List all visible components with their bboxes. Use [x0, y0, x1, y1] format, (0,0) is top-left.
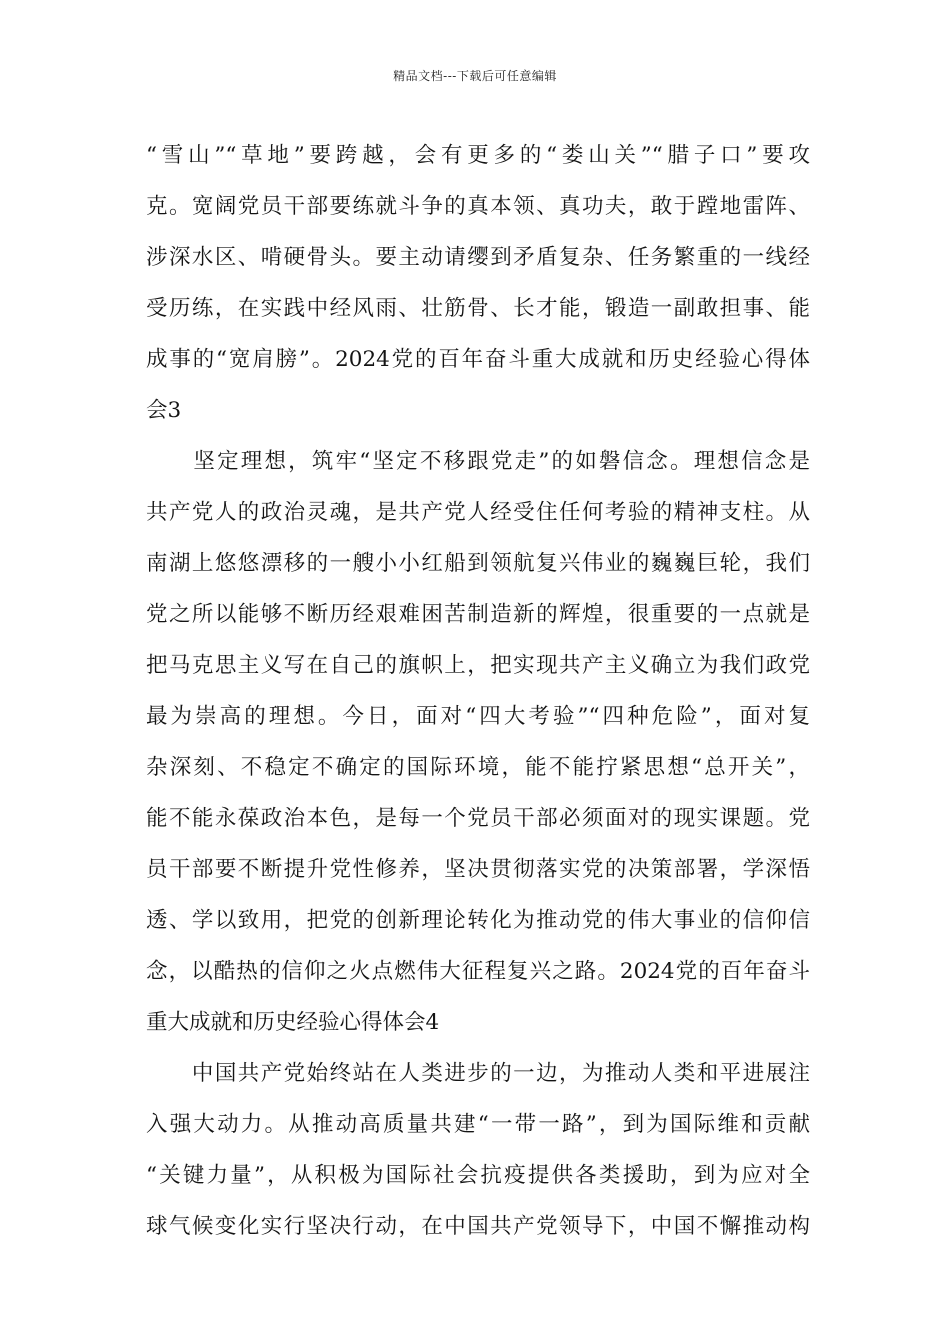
- body-text: [146, 130, 810, 1252]
- text-line: 把马克思主义写在自己的旗帜上，把实现共产主义确立为我们政党: [146, 653, 810, 678]
- text-line: 入强大动力。从推动高质量共建“一带一路”，到为国际维和贡献: [146, 1112, 810, 1137]
- text-line: 球气候变化实行坚决行动，在中国共产党领导下，中国不懈推动构: [146, 1214, 810, 1239]
- text-line: 能不能永葆政治本色，是每一个党员干部必须面对的现实课题。党: [146, 806, 810, 831]
- text-line: 共产党人的政治灵魂，是共产党人经受住任何考验的精神支柱。从: [146, 500, 810, 525]
- text-line: 透、学以致用，把党的创新理论转化为推动党的伟大事业的信仰信: [146, 908, 810, 933]
- page-header: 精品文档---下载后可任意编辑: [393, 69, 557, 83]
- text-line: 克。宽阔党员干部要练就斗争的真本领、真功夫，敢于蹚地雷阵、: [146, 194, 810, 219]
- text-line: 念，以酷热的信仰之火点燃伟大征程复兴之路。2024党的百年奋斗: [146, 959, 810, 984]
- text-line: 党之所以能够不断历经艰难困苦制造新的辉煌，很重要的一点就是: [146, 602, 810, 627]
- text-line: 受历练，在实践中经风雨、壮筋骨、长才能，锻造一副敢担事、能: [146, 296, 810, 321]
- text-line: 涉深水区、啃硬骨头。要主动请缨到矛盾复杂、任务繁重的一线经: [146, 245, 810, 270]
- text-line: 会3: [146, 398, 182, 423]
- text-line: 杂深刻、不稳定不确定的国际环境，能不能拧紧思想“总开关”，: [146, 755, 810, 780]
- text-line: 成事的“宽肩膀”。2024党的百年奋斗重大成就和历史经验心得体: [146, 347, 810, 372]
- text-line: “关键力量”，从积极为国际社会抗疫提供各类援助，到为应对全: [146, 1163, 810, 1188]
- text-line: “雪山”“草地”要跨越，会有更多的“娄山关”“腊子口”要攻: [146, 143, 810, 168]
- text-line: 员干部要不断提升党性修养，坚决贯彻落实党的决策部署，学深悟: [146, 857, 810, 882]
- text-line: 坚定理想，筑牢“坚定不移跟党走”的如磐信念。理想信念是: [146, 449, 810, 474]
- text-line: 南湖上悠悠漂移的一艘小小红船到领航复兴伟业的巍巍巨轮，我们: [146, 551, 810, 576]
- text-line: 重大成就和历史经验心得体会4: [146, 1010, 440, 1035]
- text-line: 中国共产党始终站在人类进步的一边，为推动人类和平进展注: [146, 1061, 810, 1086]
- text-line: 最为崇高的理想。今日，面对“四大考验”“四种危险”，面对复: [146, 704, 810, 729]
